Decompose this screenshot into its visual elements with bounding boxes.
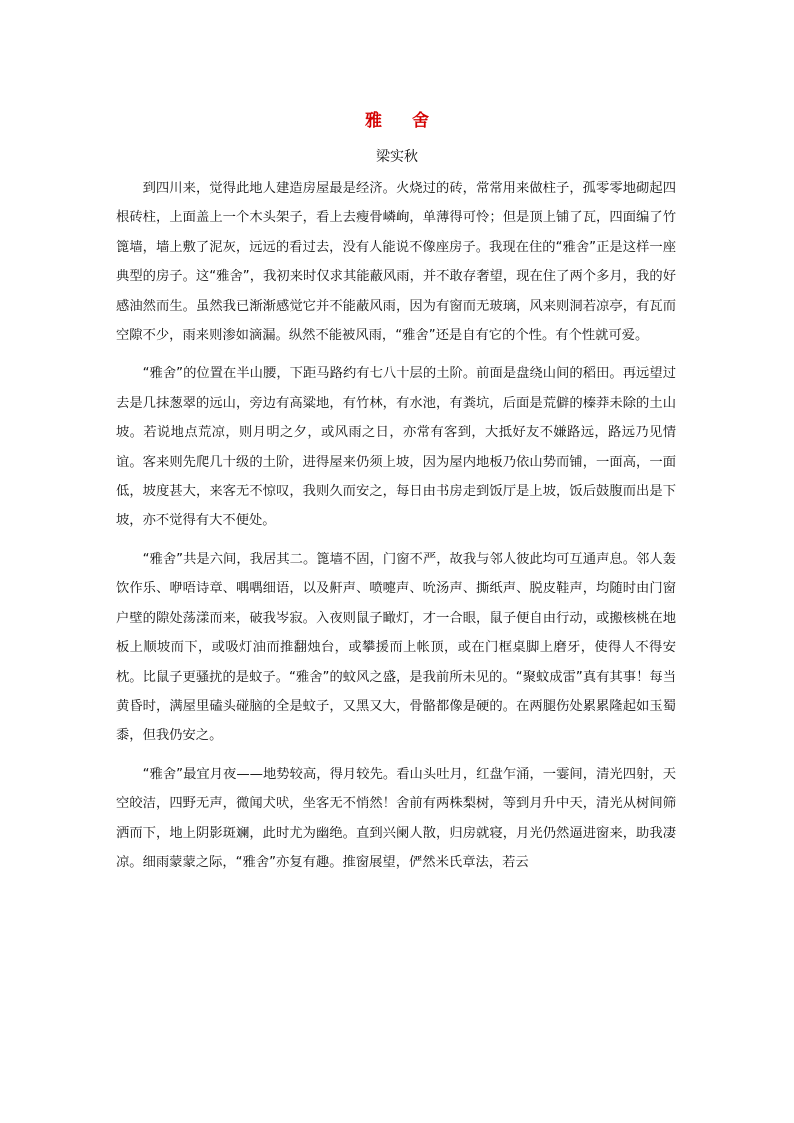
author-name: 梁实秋 — [376, 149, 418, 165]
document-title — [0, 106, 794, 131]
paragraph-1: 到四川来，觉得此地人建造房屋最是经济。火烧过的砖，常常用来做柱子，孤零零地砌起四根砖柱，上面盖上一个木头架子，看上去瘦骨嶙峋，单薄得可怜；但是顶上铺了瓦，四面编了竹篦墙，墙上敷了泥灰，远远的看过去，没有人能说不像座房子。我现在住的“雅舍”正是这样一座典型的房子。这“雅舍”，我初来时仅求其能蔽风雨，并不敢存奢望，现在住了两个多月，我的好感油然而生。虽然我已渐渐感觉它并不能蔽风雨，因为有窗而无玻璃，风来则洞若凉亭，有瓦而空隙不少，雨来则渗如滴漏。纵然不能被风雨，“雅舍”还是自有它的个性。有个性就可爱。 — [116, 181, 676, 344]
title-char-right: 舍 — [412, 111, 429, 131]
title-char-left: 雅 — [365, 111, 382, 131]
paragraph-2: “雅舍”的位置在半山腰，下距马路约有七八十层的土阶。前面是盘绕山间的稻田。再远望过去是几抹葱翠的远山，旁边有高粱地，有竹林，有水池，有粪坑，后面是荒僻的榛莽未除的土山坡。若说地点荒凉，则月明之夕，或风雨之日，亦常有客到，大抵好友不嫌路远，路远乃见情谊。客来则先爬几十级的土阶，进得屋来仍须上坡，因为屋内地板乃依山势而铺，一面高，一面低，坡度甚大，来客无不惊叹，我则久而安之，每日由书房走到饭厅是上坡，饭后鼓腹而出是下坡，亦不觉得有大不便处。 — [116, 366, 676, 529]
essay-body — [116, 174, 676, 886]
paragraph-3: “雅舍”共是六间，我居其二。篦墙不固，门窗不严，故我与邻人彼此均可互通声息。邻人轰饮作乐、咿唔诗章、喁喁细语，以及鼾声、喷嚏声、吮汤声、撕纸声、脱皮鞋声，均随时由门窗户壁的隙处荡漾而来，破我岑寂。入夜则鼠子瞰灯，才一合眼，鼠子便自由行动，或搬核桃在地板上顺坡而下，或吸灯油而推翻烛台，或攀援而上帐顶，或在门框桌脚上磨牙，使得人不得安枕。比鼠子更骚扰的是蚊子。“雅舍”的蚊风之盛，是我前所未见的。“聚蚊成雷”真有其事！每当黄昏时，满屋里磕头碰脑的全是蚊子，又黑又大，骨骼都像是硬的。在两腿伤处累累隆起如玉蜀黍，但我仍安之。 — [116, 551, 676, 744]
paragraph-4: “雅舍”最宜月夜——地势较高，得月较先。看山头吐月，红盘乍涌，一霎间，清光四射，天空皎洁，四野无声，微闻犬吠，坐客无不悄然！舍前有两株梨树，等到月升中天，清光从树间筛洒而下，地上阴影斑斓，此时尤为幽绝。直到兴阑人散，归房就寝，月光仍然逼进窗来，助我凄凉。细雨蒙蒙之际，“雅舍”亦复有趣。推窗展望，俨然米氏章法，若云 — [116, 766, 676, 870]
